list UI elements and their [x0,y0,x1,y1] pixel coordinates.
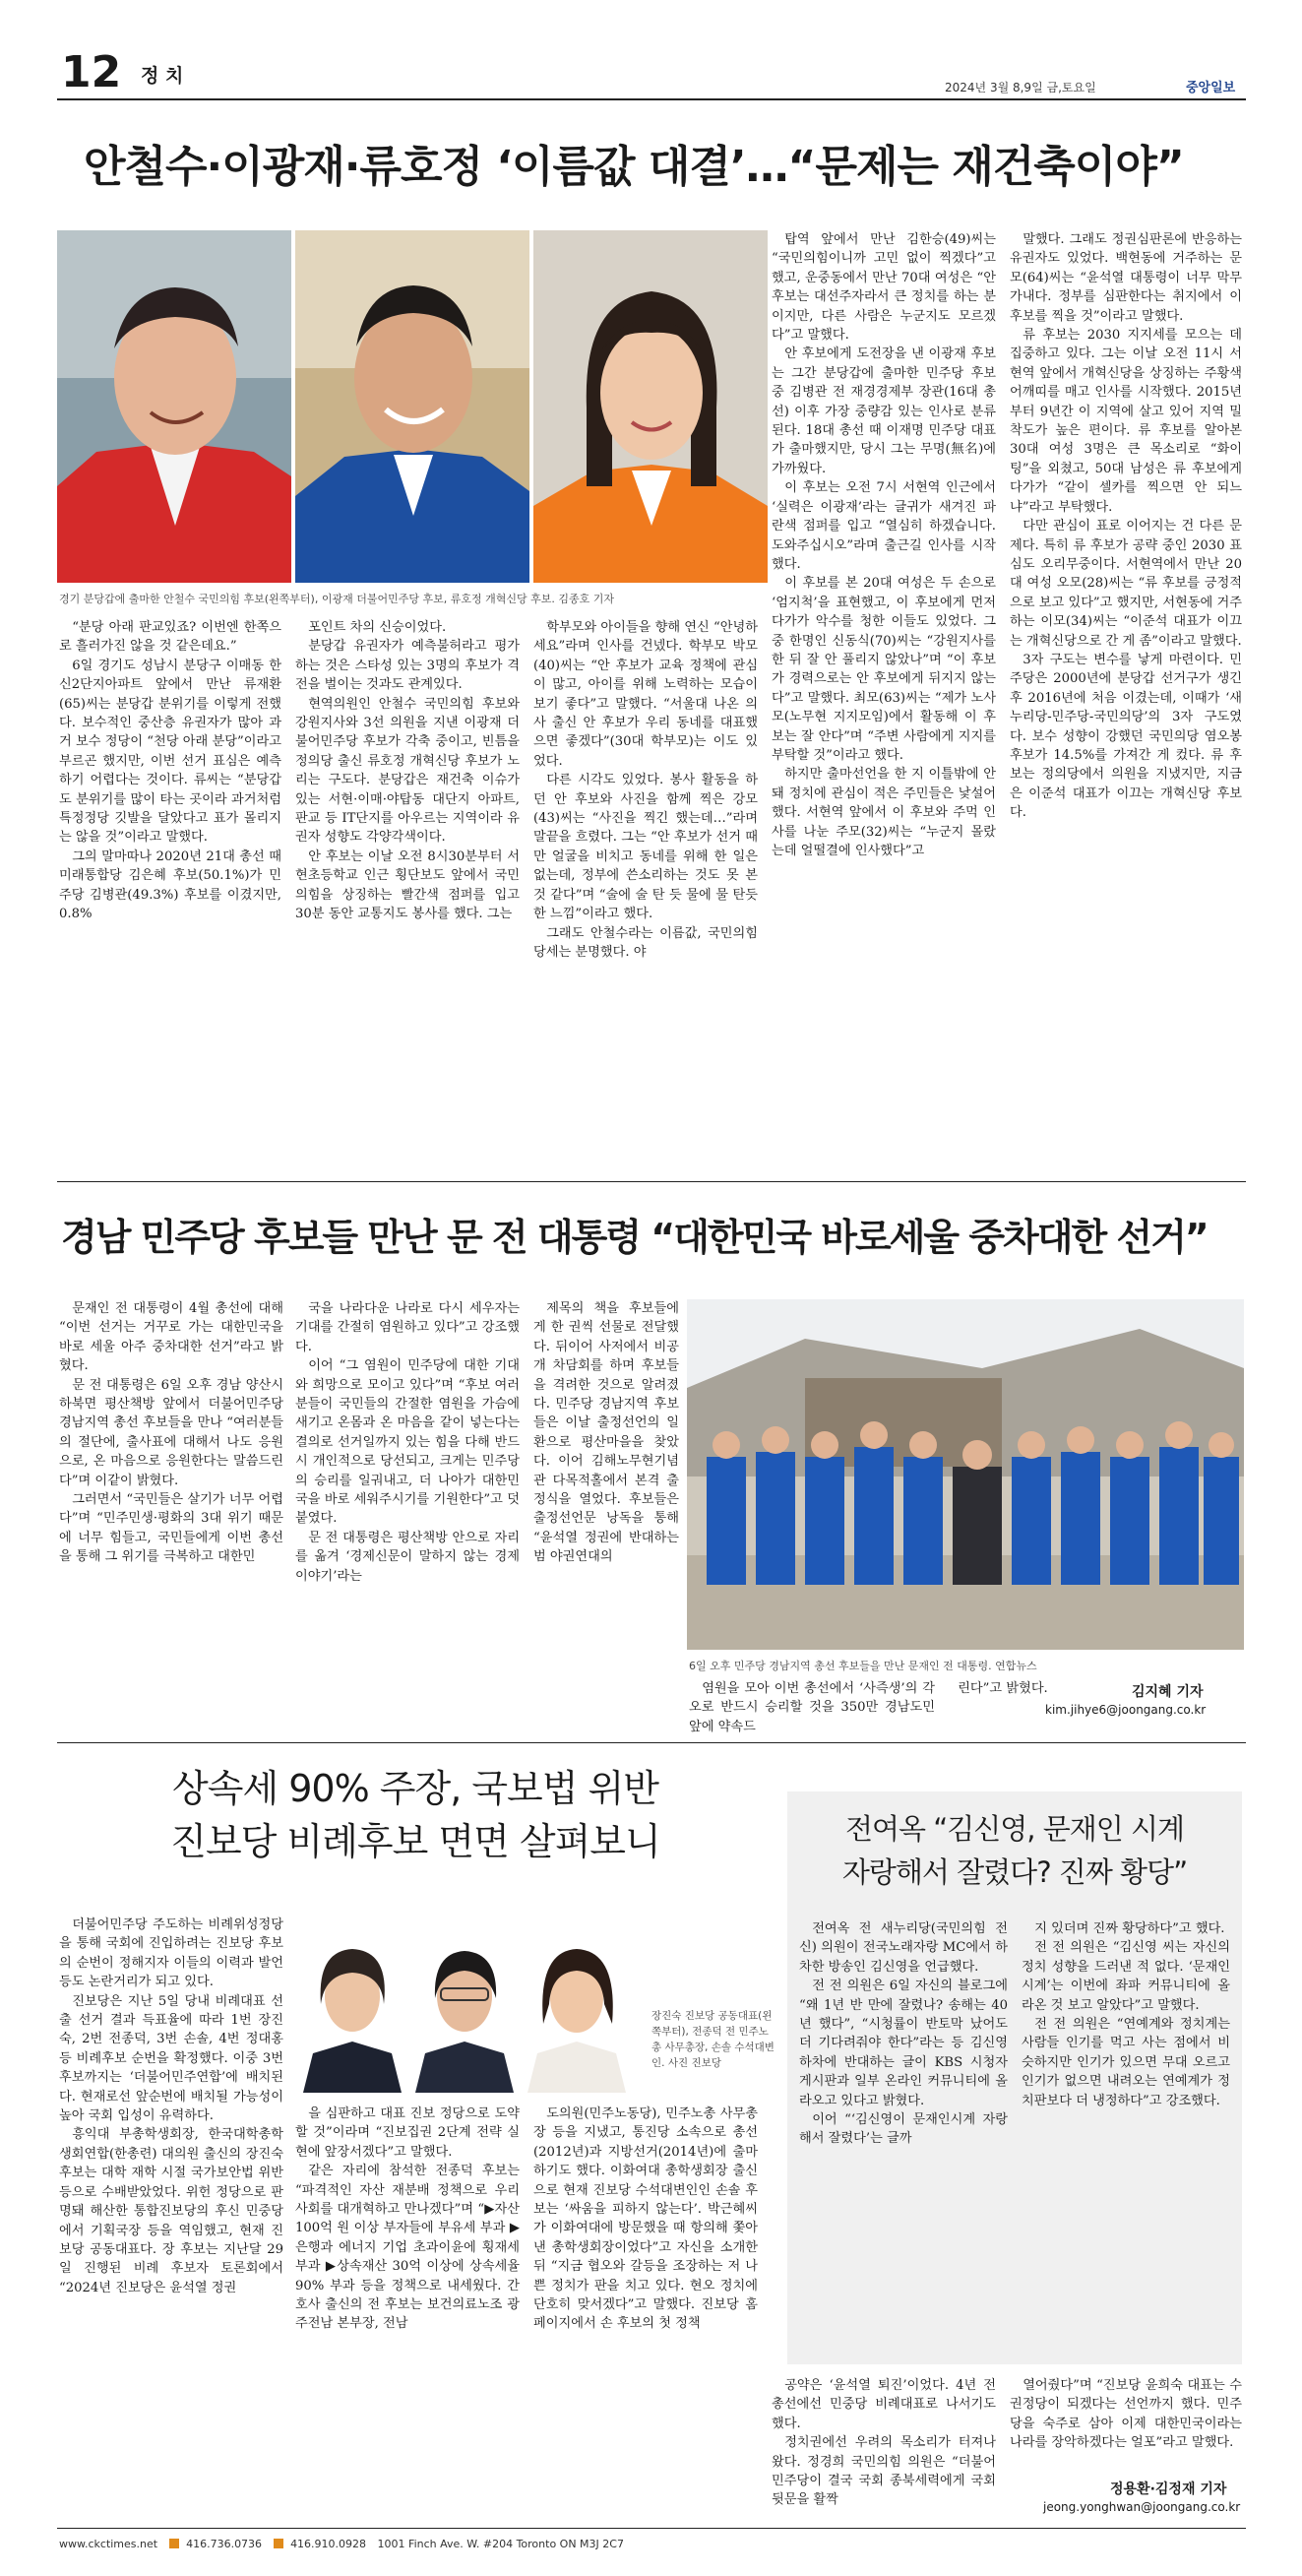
paragraph: 현역의원인 안철수 국민의힘 후보와 강원지사와 3선 의원을 지낸 이광재 더불어민주당 후보가 각축 중이고, 빈틈을 정의당 출신 류호정 개혁신당 후보가 노리는 구도다. 분당갑은 재건축 이슈가 있는 서현·이매·야탑동 대단지 아파트, 판교 등 IT단지를 아우르는 지역이라 유권자 성향도 각양각색이다. [295,696,520,846]
paragraph: 문 전 대통령은 6일 오후 경남 양산시 하북면 평산책방 앞에서 더불어민주당 경남지역 총선 후보들을 만나 “여러분들의 절단에, 출사표에 대해서 나도 응원으로, 온 마음으로 응원한다는 말씀드린다”며 이같이 밝혔다. [59,1377,283,1488]
paragraph: 학부모와 아이들을 향해 연신 “안녕하세요”라며 인사를 건넸다. 학부모 박모(40)씨는 “안 후보가 교육 정책에 관심이 많고, 아이를 위해 노력하는 모습이 보기 좋다”고 말했다. “서울대 나온 의사 출신 안 후보가 우리 동네를 대표했으면 좋겠다”(30대 학부모)는 이도 있었다. [533,620,758,769]
footer-website[interactable]: www.ckctimes.net [59,2538,158,2550]
paragraph: 그래도 안철수라는 이름값, 국민의힘 당세는 분명했다. 야 [533,925,758,960]
article3-photo-caption: 장진숙 진보당 공동대표(왼쪽부터), 전종덕 전 민주노총 사무총장, 손솔 수석대변인. 사진 진보당 [651,2010,775,2069]
paragraph: 말했다. 그래도 정권심판론에 반응하는 유권자도 있었다. 백현동에 거주하는 문모(64)씨는 “윤석열 대통령이 너무 막무가내다. 정부를 심판한다는 취지에서 이 후보를 찍을 것”이라고 말했다. [1010,232,1242,324]
paragraph: 열어줬다”며 “진보당 윤희숙 대표는 수권정당이 되겠다는 선언까지 했다. 민주당을 숙주로 삼아 이제 대한민국이라는 나라를 장악하겠다는 얼포”라고 말했다. [1010,2378,1242,2451]
article3-col3 [533,2105,758,2518]
section-label: 정 치 [141,65,184,87]
paragraph: 도의원(민주노동당), 민주노총 사무총장 등을 지냈고, 통진당 소속으로 총선(2012년)과 지방선거(2014년)에 출마하기도 했다. 이화여대 총학생회장 출신으로 현재 진보당 수석대변인인 손솔 후보는 ‘싸움을 피하지 않는다’. 박근혜씨가 이화여대에 방문했을 때 항의해 쫓아낸 총학생회장이었다”고 자신을 소개한 뒤 “지금 협오와 갈등을 조장하는 저 나쁜 정치가 판을 치고 있다. 현오 정치에 단호히 맞서겠다”고 말했다. 진보당 홈페이지에서 손 후보의 첫 정책 [533,2106,758,2332]
headline-line: 상속세 90% 주장, 국보법 위반 [172,1767,658,1810]
photo-lee-kwangjae [295,230,529,583]
article4-col2 [1022,1919,1230,2353]
paragraph: 전 전 의원은 6일 자신의 블로그에 “왜 1년 반 만에 잘렸나? 송해는 40년 했다”, “시청률이 반토막 났어도 더 기다려줘야 한다”라는 등 김신영 하차에 반대하는 글이 KBS 시청자 게시판과 일부 온라인 커뮤니티에 올라오고 있다고 밝혔다. [799,1979,1008,2108]
paragraph: 린다”고 밝혔다. [958,1681,1048,1696]
header-rule [57,98,1246,100]
paragraph: 다만 관심이 표로 이어지는 건 다른 문제다. 특히 류 후보가 공략 중인 2030 표심도 오리무중이다. 서현역에서 만난 20대 여성 오모(28)씨는 “류 후보를 긍정적으로 보고 있다”고 했지만, 서현동에 거주하는 이모(34)씨는 “이준석 대표가 이끄는 개혁신당으로 간 게 좀”이라고 말했다. [1010,519,1242,649]
article2-headline: 경남 민주당 후보들 만난 문 전 대통령 “대한민국 바로세울 중차대한 선거” [61,1216,1208,1259]
paragraph: 전 전 의원은 “연예계와 정치계는 사람들 인기를 먹고 사는 점에서 비슷하지만 인기가 있으면 무대 오르고 인기가 없으면 내려오는 연예계가 정치판보다 더 냉정하다”고 강조했다. [1022,2017,1230,2108]
article3-headline [61,1762,770,1868]
paragraph: 안 후보는 이날 오전 8시30분부터 서현초등학교 인근 횡단보도 앞에서 국민의힘을 상징하는 빨간색 점퍼를 입고 30분 동안 교통지도 봉사를 했다. 그는 [295,848,520,922]
paragraph: 이 후보를 본 20대 여성은 두 손으로 ‘엄지척’을 표현했고, 이 후보에게 먼저 다가가 악수를 청한 이들도 있었다. 그중 한명인 신동식(70)씨는 “강원지사를 한 뒤 잘 안 풀리지 않았나”며 “이 후보가 경력으로는 안 후보에게 뒤지지 않는다”고 말했다. 최모(63)씨는 “제가 노사모(노무현 지지모임)에서 활동해 이 후보는 잘 안다”며 “주변 사람에게 지지를 부탁할 것”이라고 했다. [772,576,996,763]
paragraph: 같은 자리에 참석한 전종덕 후보는 “파격적인 자산 재분배 정책으로 우리 사회를 대개혁하고 만나겠다”며 “▶자산 100억 원 이상 부자들에 부유세 부과 ▶은행과 에너지 기업 초과이윤에 횡재세 부과 ▶상속재산 30억 이상에 상속세율 90% 부과 등을 정책으로 내세웠다. 간호사 출신의 전 후보는 보건의료노조 광주전남 본부장, 전남 [295,2164,520,2332]
paragraph: 공약은 ‘윤석열 퇴진’이었다. 4년 전 총선에선 민중당 비례대표로 나서기도 했다. [772,2378,996,2431]
article3-byline-email: jeong.yonghwan@joongang.co.kr [1043,2500,1241,2514]
paragraph: 국을 나라다운 나라로 다시 세우자는 기대를 간절히 염원하고 있다”고 강조했다. [295,1301,520,1354]
section-divider [57,1181,1246,1182]
article3-col1 [59,1916,283,2516]
article4-col1 [799,1919,1008,2353]
article3-col2 [295,2105,520,2518]
article2-col1 [59,1299,283,1732]
photo-ryu-hojeong [533,230,768,583]
paragraph: 염원을 모아 이번 총선에서 ‘사즉생’의 각오로 반드시 승리할 것을 350만 경남도민 앞에 약속드 [689,1681,935,1734]
phone-icon [169,2539,179,2548]
paragraph: 지 있더며 진짜 황당하다”고 했다. [1034,1921,1225,1936]
article1-col2 [295,618,520,1169]
paragraph: 진보당은 지난 5일 당내 비례대표 선출 선거 결과 득표율에 따라 1번 장진숙, 2번 전종덕, 3번 손솔, 4번 정대홍 등 비례후보 순번을 확정했다. 이중 3번 후보까지는 ‘더불어민주연합’에 배치된다. 현재로선 앞순번에 배치될 가능성이 높아 국회 입성이 유력하다. [59,1993,283,2124]
paragraph: 류 후보는 2030 지지세를 모으는 데 집중하고 있다. 그는 이날 오전 11시 서현역 앞에서 개혁신당을 상징하는 주황색 어깨띠를 매고 인사를 시작했다. 2015년부터 9년간 이 지역에 살고 있어 지역 밀착도가 높은 편이다. 류 후보를 알아본 30대 여성 3명은 큰 목소리로 “화이팅”을 외쳤고, 50대 남성은 류 후보에게 다가가 “같이 셀카를 찍으면 안 되느냐”라고 부탁했다. [1010,328,1242,515]
photo-jinbo-candidates [295,1916,644,2093]
headline-line: 진보당 비례후보 면면 살펴보니 [170,1820,660,1863]
article2-col3 [533,1299,679,1664]
footer-address: 1001 Finch Ave. W. #204 Toronto ON M3J 2C7 [377,2538,624,2550]
footer [59,2538,624,2550]
article2-byline-email: kim.jihye6@joongang.co.kr [1045,1703,1207,1717]
paragraph: 을 심판하고 대표 진보 정당으로 도약할 것”이라며 “진보집권 2단계 전략 실현에 앞장서겠다”고 말했다. [295,2106,520,2160]
paragraph: 전 전 의원은 “김신영 씨는 자신의 정치 성향을 드러낸 적 없다. ‘문재인시계’는 이번에 좌파 커뮤니티에 올라온 것 보고 알았다”고 말했다. [1022,1940,1230,2013]
paragraph: 흥익대 부총학생회장, 한국대학총학생회연합(한총련) 대의원 출신의 장진숙 후보는 대학 재학 시절 국가보안법 위반 등으로 수배받았었다. 위헌 정당으로 판명돼 해산한 통합진보당의 후신 민중당에서 기획국장 등을 역임했고, 현재 진보당 공동대표다. 장 후보는 지난달 29일 진행된 비례 후보자 토론회에서 “2024년 진보당은 윤석열 정권 [59,2127,283,2295]
footer-phone1: 416.736.0736 [186,2538,263,2550]
article2-byline-name: 김지혜 기자 [1132,1684,1204,1700]
article1-col1 [59,618,281,1169]
headline-line: 자랑해서 잘렸다? 진짜 황당” [841,1855,1188,1889]
paragraph: 문 전 대통령은 평산책방 안으로 자리를 옮겨 ‘경제신문이 말하지 않는 경제이야기’라는 [295,1530,520,1584]
headline-line: 전여옥 “김신영, 문재인 시계 [844,1812,1185,1846]
article1-col4 [772,230,996,1169]
article1-col5 [1010,230,1242,1169]
paragraph: 6일 경기도 성남시 분당구 이매동 한신2단지아파트 앞에서 만난 류재환(65)씨는 분당갑 분위기를 이렇게 전했다. 보수적인 중산층 유권자가 많아 과거 보수 정당이 “천당 아래 분당”이라고 부르곤 했지만, 이번 선거 표심은 예측하기 어렵다는 것이다. 류씨는 “분당갑도 분위기를 많이 타는 곳이라 과거처럼 특정정당 깃발을 달았다고 표가 몰리지는 않을 것”이라고 말했다. [59,658,281,846]
paper-name: 중앙일보 [1186,81,1236,95]
article2-photo-caption: 6일 오후 민주당 경남지역 총선 후보들을 만난 문재인 전 대통령. 연합뉴스 [689,1660,1037,1672]
article3-col4 [772,2376,996,2520]
footer-phone2: 416.910.0928 [290,2538,367,2550]
paragraph: “분당 아래 판교있죠? 이번엔 한쪽으로 흘러가진 않을 것 같은데요.” [59,620,281,655]
paragraph: 이어 “‘김신영이 문재인시계 자랑해서 잘렸다’는 글까 [799,2112,1008,2147]
page-number: 12 [61,47,122,97]
article3-col5 [1010,2376,1242,2475]
fax-icon [274,2539,283,2548]
article1-col3 [533,618,758,1169]
article1-photo-caption: 경기 분당갑에 출마한 안철수 국민의힘 후보(왼쪽부터), 이광재 더불어민주당 후보, 류호정 개혁신당 후보. 김종호 기자 [59,593,614,605]
footer-rule [57,2528,1246,2529]
issue-date: 2024년 3월 8,9일 금,토요일 [945,81,1096,94]
paragraph: 다른 시각도 있었다. 봉사 활동을 하던 안 후보와 사진을 함께 찍은 강모(43)씨는 “사진을 찍긴 했는데…”라며 말끝을 흐렸다. 그는 “안 후보가 선거 때만 얼굴을 비치고 동네를 위해 한 일은 없는데, 정부에 쓴소리하는 것도 못 본 것 같다”며 “술에 술 탄 듯 물에 물 탄듯한 느낌”이라고 했다. [533,773,758,922]
paragraph: 문재인 전 대통령이 4월 총선에 대해 “이번 선거는 거꾸로 가는 대한민국을 바로 세울 아주 중차대한 선거”라고 밝혔다. [59,1301,283,1374]
paragraph: 더불어민주당 주도하는 비례위성정당을 통해 국회에 진입하려는 진보당 후보의 순번이 정해지자 이들의 이력과 발언 등도 논란거리가 되고 있다. [59,1917,283,1990]
article2-col4 [689,1679,935,1738]
article2-col2 [295,1299,520,1732]
paragraph: 전여옥 전 새누리당(국민의힘 전신) 의원이 전국노래자랑 MC에서 하차한 방송인 김신영을 언급했다. [799,1921,1008,1975]
article4-headline [787,1807,1242,1894]
paragraph: 정치권에선 우려의 목소리가 터져나왔다. 정경희 국민의힘 의원은 “더불어민주당이 결국 국회 종북세력에게 국회 뒷문을 활짝 [772,2435,996,2508]
paragraph: 제목의 책을 후보들에게 한 권씩 선물로 전달했다. 뒤이어 사저에서 비공개 차담회를 하며 후보들을 격려한 것으로 알려졌다. 민주당 경남지역 후보들은 이날 출정선언의 일환으로 평산마을을 찾았다. 이어 김해노무현기념관 다목적홀에서 본격 출정식을 열었다. 후보들은 출정선언문 낭독을 통해 “윤석열 정권에 반대하는 범 야권연대의 [533,1301,679,1565]
paragraph: 분당갑 유권자가 예측불허라고 평가하는 것은 스타성 있는 3명의 후보가 격전을 벌이는 것과도 관계있다. [295,639,520,693]
paragraph: 안 후보에게 도전장을 낸 이광재 후보는 그간 분당갑에 출마한 민주당 후보 중 김병관 전 재경경제부 장관(16대 총선) 이후 가장 중량감 있는 인사로 분류된다. 18대 총선 때 이재명 민주당 대표가 출마했지만, 당시 그는 무명(無名)에 가까웠다. [772,346,996,476]
article3-byline-name: 정용환·김정재 기자 [1110,2482,1227,2497]
article1-headline: 안철수·이광재·류호정 ‘이름값 대결’…“문제는 재건축이야” [84,142,1184,192]
paragraph: 탑역 앞에서 만난 김한승(49)씨는 “국민의힘이니까 고민 없이 찍겠다”고 했고, 운중동에서 만난 70대 여성은 “안 후보는 대선주자라서 큰 정치를 하는 분이지만, 다른 사람은 누군지도 모르겠다”고 말했다. [772,232,996,344]
paragraph: 그러면서 “국민들은 살기가 너무 어렵다”며 “민주민생·평화의 3대 위기 때문에 너무 힘들고, 국민들에게 이번 총선을 통해 그 위기를 극복하고 대한민 [59,1492,283,1565]
paragraph: 포인트 차의 신승이었다. [308,620,447,635]
photo-ahn-cheolsoo [57,230,291,583]
section-divider [57,1742,1246,1743]
paragraph: 3자 구도는 변수를 낳게 마련이다. 민주당은 2000년에 분당갑 선거구가 생긴 후 2016년에 처음 이겼는데, 이때가 ‘새누리당-민주당-국민의당’의 3자 구도였다. 보수 성향이 강했던 국민의당 염오봉 후보가 14.5%를 가져간 게 컸다. 류 후보는 정의당에서 의원을 지냈지만, 지금은 이준석 대표가 이끄는 개혁신당 후보다. [1010,652,1242,821]
paragraph: 그의 말마따나 2020년 21대 총선 때 미래통합당 김은혜 후보(50.1%)가 민주당 김병관(49.3%) 후보를 이겼지만, 0.8% [59,848,281,922]
paragraph: 이 후보는 오전 7시 서현역 인근에서 ‘실력은 이광재’라는 글귀가 새겨진 파란색 점퍼를 입고 “열심히 하겠습니다. 도와주십시오”라며 출근길 인사를 시작했다. [772,480,996,572]
photo-moon-with-candidates [687,1299,1244,1650]
article2-col5 [945,1679,1092,1703]
paragraph: 하지만 출마선언을 한 지 이틀밖에 안 돼 정치에 관심이 적은 주민들은 낯설어했다. 서현역 앞에서 이 후보와 주먹 인사를 나눈 주모(32)씨는 “누군지 몰랐는데 얼떨결에 인사했다”고 [772,767,996,858]
paragraph: 이어 “그 염원이 민주당에 대한 기대와 희망으로 모이고 있다”며 “후보 여러분들이 국민들의 간절한 염원을 가슴에 새기고 온몸과 온 마음을 같이 넣는다는 결의로 선거일까지 있는 힘을 다해 반드시 개인적으로 당선되고, 크게는 민주당의 승리를 일궈내고, 더 나아가 대한민국을 바로 세워주시기를 기원한다”고 덧붙였다. [295,1358,520,1527]
